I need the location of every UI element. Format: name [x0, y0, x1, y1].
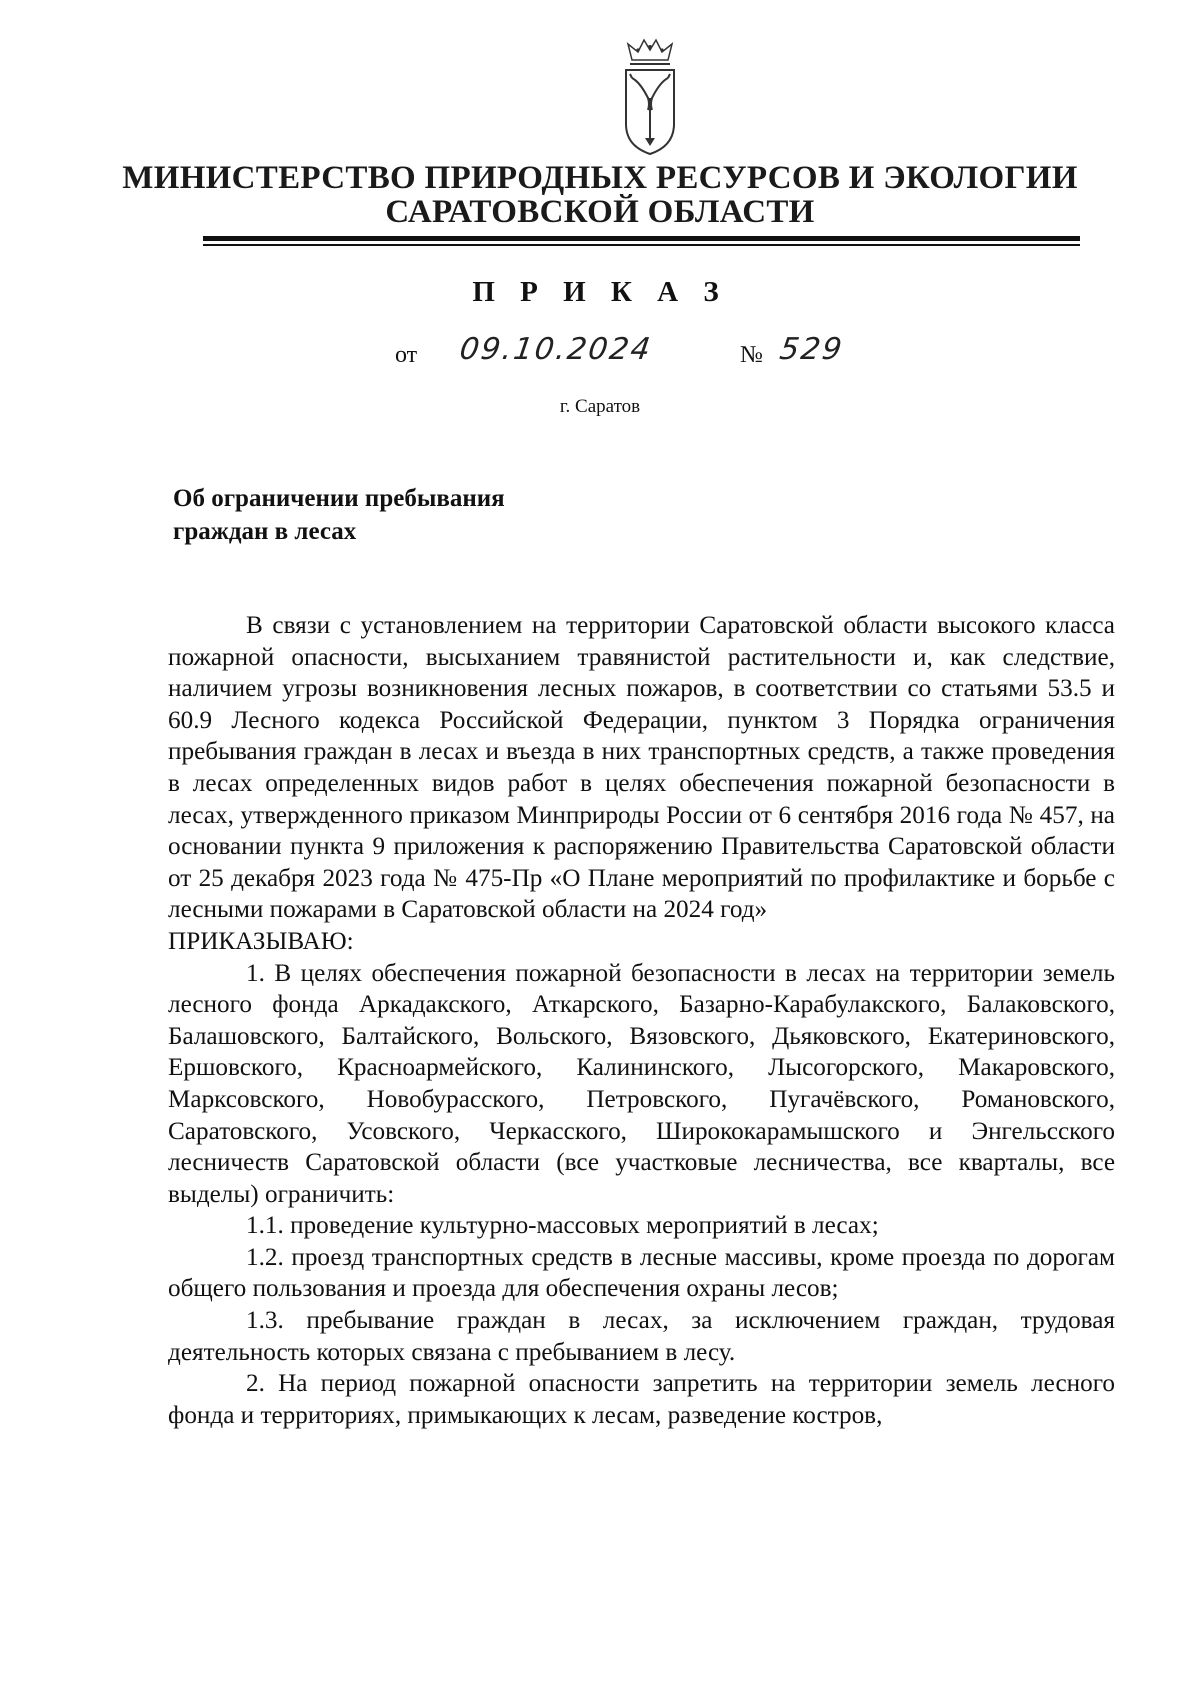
- handwritten-order-number: 529: [777, 332, 846, 367]
- order-date-number-line: [0, 332, 1200, 382]
- number-sign: №: [740, 342, 763, 368]
- item-2-paragraph: 2. На период пожарной опасности запретить на территории земель лесного фонда и территориях, примыкающих к лесам, разведение костров,: [168, 1370, 1115, 1429]
- ministry-name-line-2: САРАТОВСКОЙ ОБЛАСТИ: [385, 194, 815, 230]
- handwritten-date: 09.10.2024: [457, 332, 655, 367]
- order-body: [168, 610, 1115, 1431]
- subject-line-2: граждан в лесах: [173, 518, 357, 545]
- date-prefix: от: [395, 342, 418, 368]
- header-thick-rule: [203, 236, 1080, 241]
- order-subject: [173, 482, 673, 548]
- header-thin-rule: [203, 244, 1080, 246]
- preamble-paragraph: В связи с установлением на территории Саратовской области высокого класса пожарной опасности, высыханием травянистой растительности и, как следствие, наличием угрозы возникновения лесных пожаров, в соответствии со статьями 53.5 и 60.9 Лесного кодекса Российской Федерации, пунктом 3 Порядка ограничения пребывания граждан в лесах и въезда в них транспортных средств, а также проведения в лесах определенных видов работ в целях обеспечения пожарной безопасности в лесах, утвержденного приказом Минприроды России от 6 сентября 2016 года № 457, на основании пункта 9 приложения к распоряжению Правительства Саратовской области от 25 декабря 2023 года № 475-Пр «О Плане мероприятий по профилактике и борьбе с лесными пожарами в Саратовской области на 2024 год»: [168, 612, 1115, 924]
- item-1-3-paragraph: 1.3. пребывание граждан в лесах, за исключением граждан, трудовая деятельность которых связана с пребыванием в лесу.: [168, 1307, 1115, 1366]
- saratov-coat-of-arms-icon: [618, 38, 682, 158]
- subject-line-1: Об ограничении пребывания: [173, 485, 505, 512]
- decree-word: ПРИКАЗЫВАЮ:: [168, 927, 354, 955]
- item-1-paragraph: 1. В целях обеспечения пожарной безопасности в лесах на территории земель лесного фонда Аркадакского, Аткарского, Базарно-Карабулакского, Балаковского, Балашовского, Балтайского, Вольского, Вязовского, Дьяковского, Екатериновского, Ершовского, Красноармейского, Калининского, Лысогорского, Макаровского, Марксовского, Новобурасского, Петровского, Пугачёвского, Романовского, Саратовского, Усовского, Черкасского, Ширококарамышского и Энгельсского лесничеств Саратовской области (все участковые лесничества, все кварталы, все выделы) ограничить:: [168, 959, 1115, 1208]
- item-1-1-paragraph: 1.1. проведение культурно-массовых мероприятий в лесах;: [246, 1212, 879, 1240]
- ministry-name-line-1: МИНИСТЕРСТВО ПРИРОДНЫХ РЕСУРСОВ И ЭКОЛОГИИ: [122, 160, 1078, 196]
- document-type-title: П Р И К А З: [472, 276, 728, 308]
- city-label: г. Саратов: [559, 396, 641, 417]
- item-1-2-paragraph: 1.2. проезд транспортных средств в лесные массивы, кроме проезда по дорогам общего пользования и проезда для обеспечения охраны лесов;: [168, 1243, 1115, 1303]
